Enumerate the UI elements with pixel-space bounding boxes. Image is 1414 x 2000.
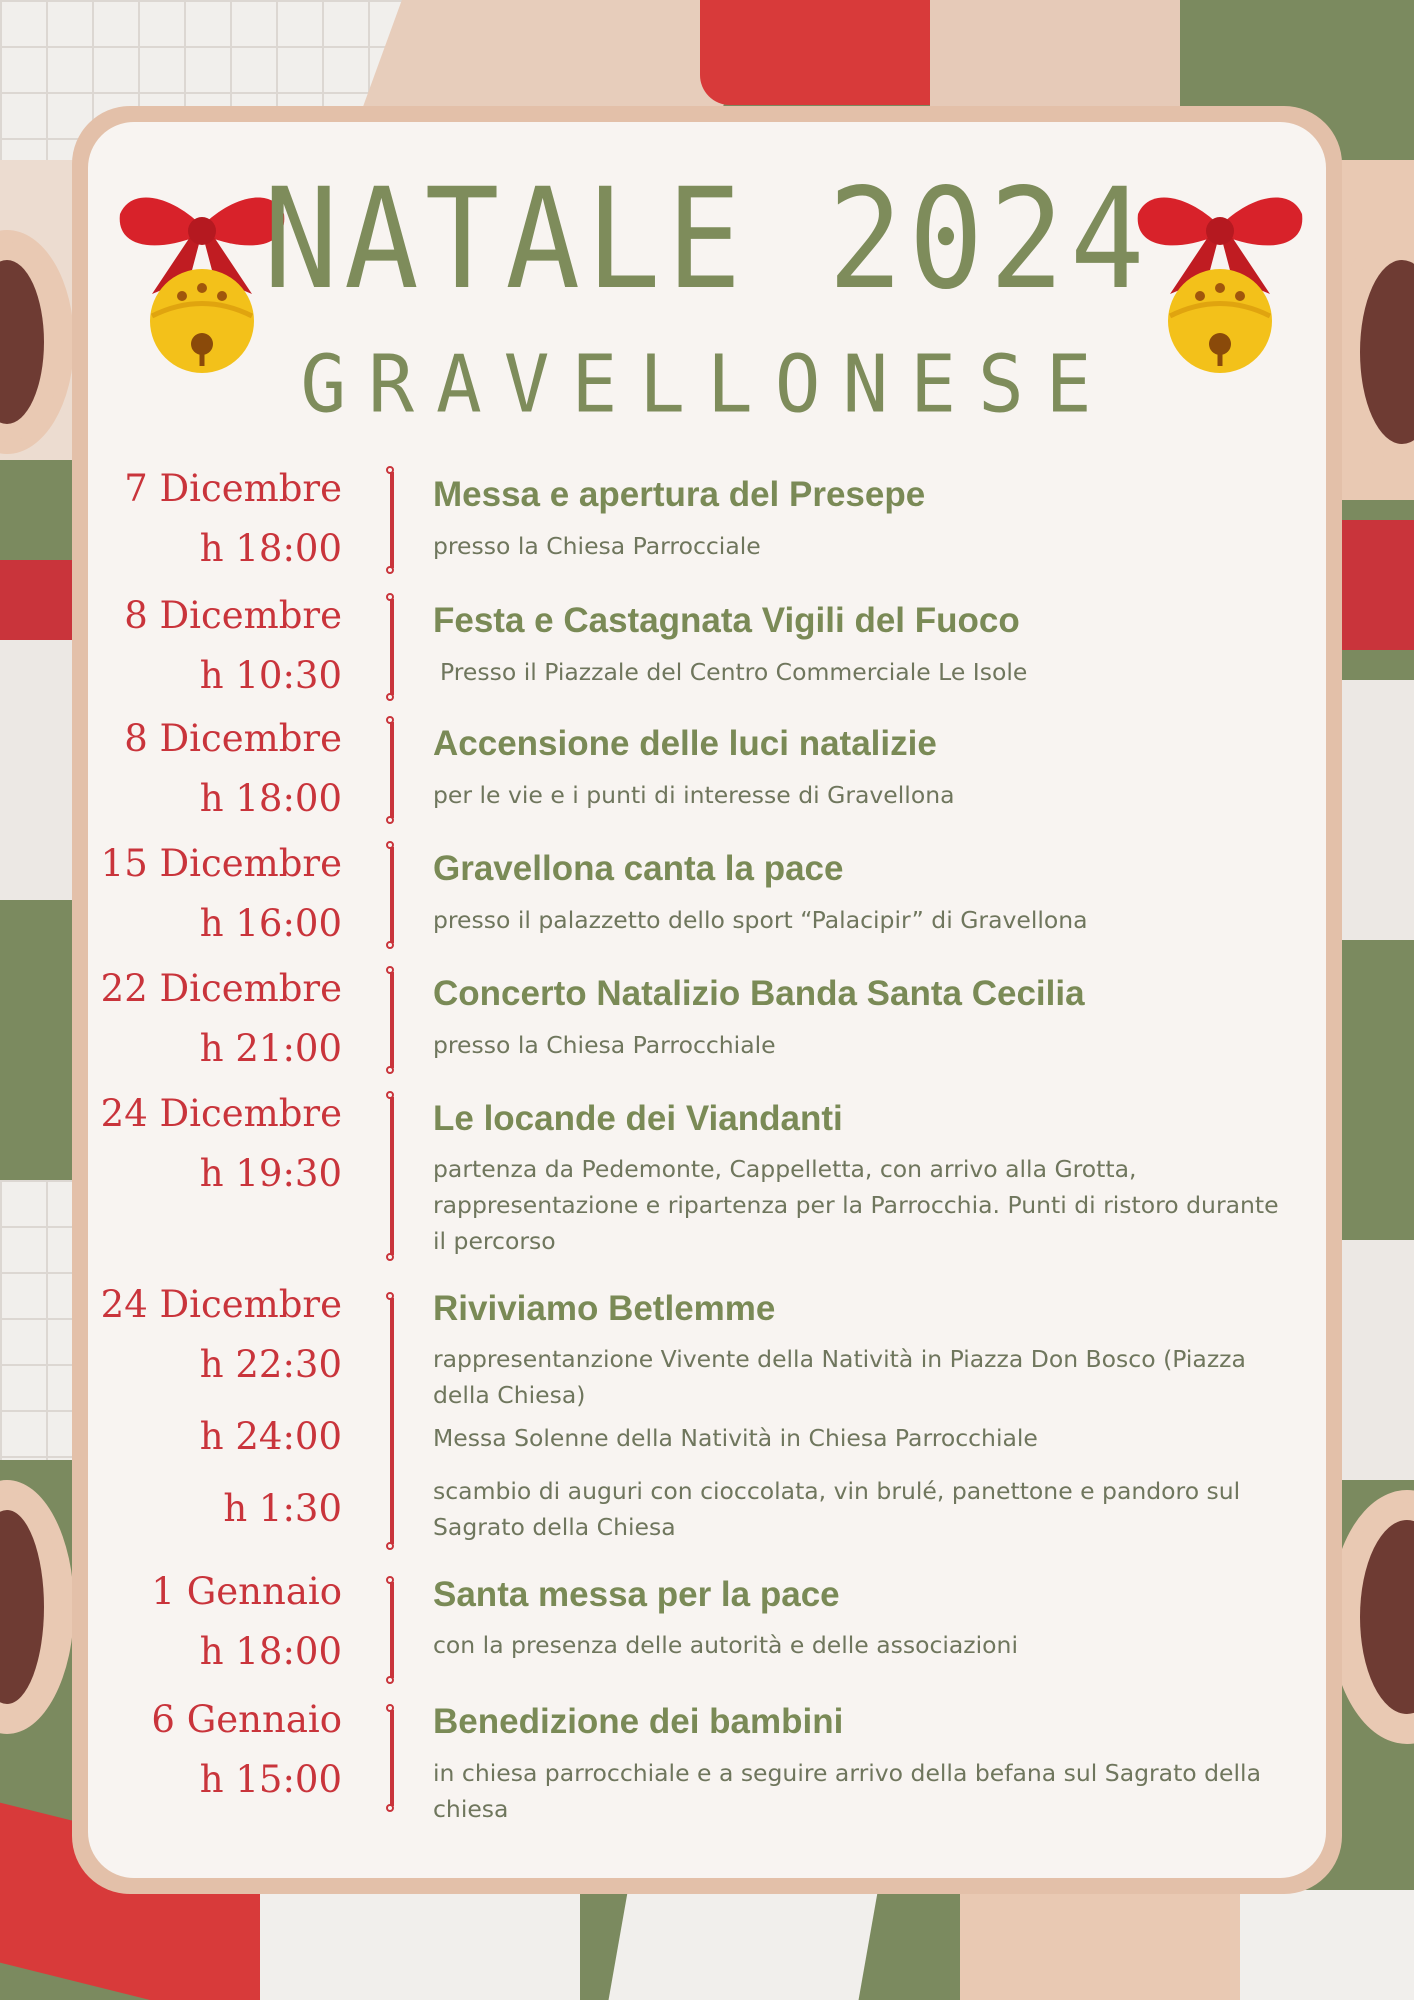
timeline-line	[390, 1710, 394, 1806]
event-date: 24 Dicembre	[100, 1092, 342, 1135]
event-description: partenza da Pedemonte, Cappelletta, con arrivo alla Grotta, rappresentazione e ripartenza per la Parrocchia. Punti di ristoro durante il percorso	[433, 1155, 1279, 1255]
event-time: h 18:00	[199, 777, 342, 820]
event-date: 6 Gennaio	[151, 1698, 342, 1741]
event-description: Messa Solenne della Natività in Chiesa Parrocchiale	[433, 1424, 1038, 1452]
event-date: 15 Dicembre	[100, 842, 342, 885]
event-title: Accensione delle luci natalizie	[433, 724, 937, 763]
event-title: Benedizione dei bambini	[433, 1702, 844, 1741]
event-description: con la presenza delle autorità e delle associazioni	[433, 1631, 1018, 1659]
timeline-line	[390, 722, 394, 818]
poster-title: NATALE 2024	[263, 159, 1151, 321]
timeline-line	[390, 472, 394, 568]
event-date: 8 Dicembre	[124, 717, 342, 760]
timeline-line	[390, 847, 394, 943]
event-title: Riviviamo Betlemme	[433, 1289, 776, 1328]
event-description: presso la Chiesa Parrocciale	[433, 532, 761, 560]
event-date: 24 Dicembre	[100, 1283, 342, 1326]
event-description: presso il palazzetto dello sport “Palacipir” di Gravellona	[433, 906, 1088, 934]
event-description: scambio di auguri con cioccolata, vin brulé, panettone e pandoro sul Sagrato della Chiesa	[433, 1477, 1241, 1541]
event-time: h 21:00	[199, 1027, 342, 1070]
event-description: in chiesa parrocchiale e a seguire arrivo della befana sul Sagrato della chiesa	[433, 1759, 1261, 1823]
event-description: presso la Chiesa Parrocchiale	[433, 1031, 776, 1059]
event-title: Messa e apertura del Presepe	[433, 475, 926, 514]
event-time: h 18:00	[199, 1630, 342, 1673]
timeline-line	[390, 599, 394, 695]
event-time: h 1:30	[223, 1487, 342, 1530]
event-date: 7 Dicembre	[124, 467, 342, 510]
event-time: h 15:00	[199, 1758, 342, 1801]
event-title: Santa messa per la pace	[433, 1575, 840, 1614]
event-time: h 18:00	[199, 527, 342, 570]
event-description: Presso il Piazzale del Centro Commerciale Le Isole	[440, 658, 1028, 686]
event-title: Gravellona canta la pace	[433, 849, 844, 888]
timeline-line	[390, 972, 394, 1068]
event-description: per le vie e i punti di interesse di Gravellona	[433, 781, 955, 809]
poster-subtitle: GRAVELLONESE	[300, 336, 1114, 431]
event-time: h 22:30	[199, 1343, 342, 1386]
event-description: rappresentanzione Vivente della Natività in Piazza Don Bosco (Piazza della Chiesa)	[433, 1345, 1246, 1409]
event-date: 22 Dicembre	[100, 967, 342, 1010]
event-date: 8 Dicembre	[124, 594, 342, 637]
timeline-line	[390, 1097, 394, 1255]
event-date: 1 Gennaio	[151, 1570, 342, 1613]
event-title: Le locande dei Viandanti	[433, 1099, 843, 1138]
timeline-line	[390, 1582, 394, 1678]
event-time: h 24:00	[199, 1415, 342, 1458]
event-time: h 10:30	[199, 654, 342, 697]
event-title: Concerto Natalizio Banda Santa Cecilia	[433, 974, 1085, 1013]
timeline-line	[390, 1298, 394, 1544]
event-time: h 19:30	[199, 1152, 342, 1195]
event-title: Festa e Castagnata Vigili del Fuoco	[433, 601, 1020, 640]
event-time: h 16:00	[199, 902, 342, 945]
